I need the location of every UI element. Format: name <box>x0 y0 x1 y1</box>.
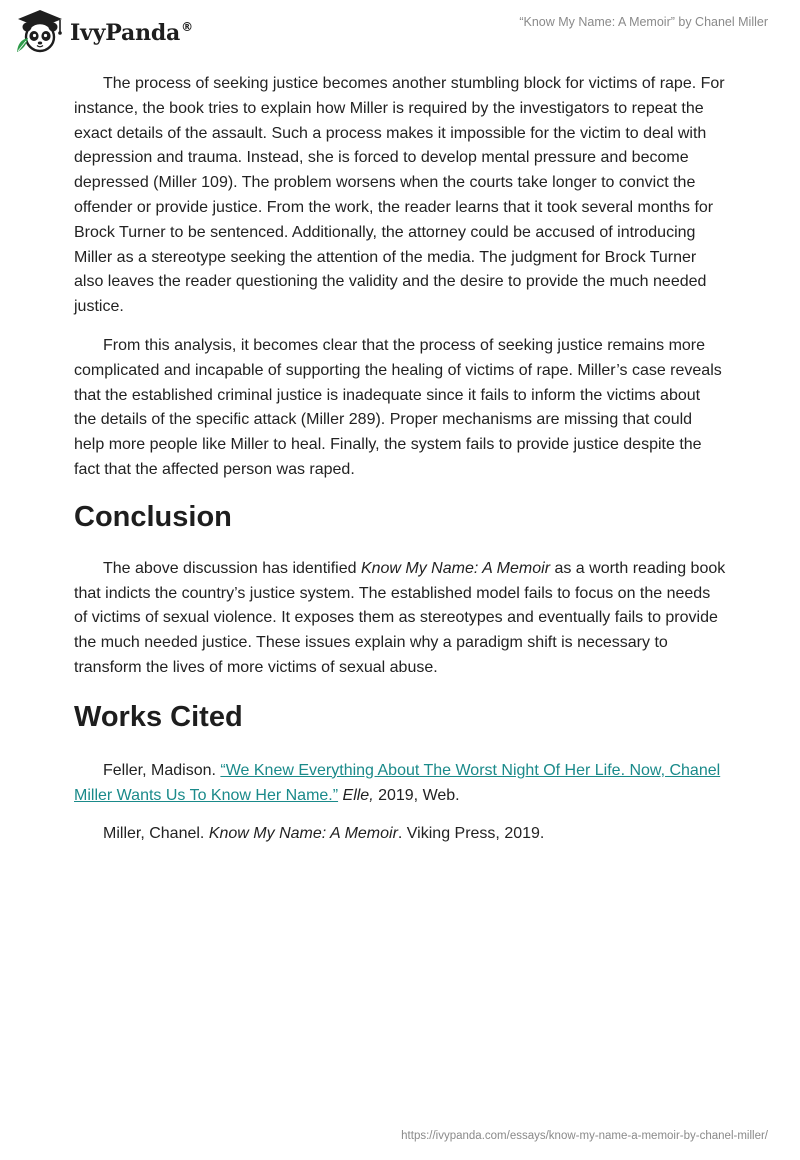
page-header <box>0 0 800 60</box>
body-paragraph-analysis: From this analysis, it becomes clear that the process of seeking justice remains more complicated and incapable of supporting the healing of victims of rape. Miller’s case reveals that the established criminal justice is inadequate since it fails to inform the victims about the details of the specific attack (Miller 289). Proper mechanisms are missing that could help more people like Miller to heal. Finally, the system fails to provide justice despite the fact that the affected person was raped. <box>74 336 722 478</box>
document-title: “Know My Name: A Memoir” by Chanel Miller <box>519 15 768 29</box>
brand-name: IvyPanda® <box>70 20 193 46</box>
citation-book-title: Know My Name: A Memoir <box>208 825 398 843</box>
panda-logo-icon <box>14 8 66 54</box>
works-cited-heading: Works Cited <box>74 700 243 733</box>
citation-entry-miller: Miller, Chanel. Know My Name: A Memoir. Viking Press, 2019. <box>103 825 545 843</box>
book-title-italic: Know My Name: A Memoir <box>360 559 551 577</box>
brand-logo[interactable] <box>14 8 193 54</box>
citation-link-elle-article[interactable]: “We Knew Everything About The Worst Night Of Her Life. Now, Chanel Miller Wants Us To Know Her Name.” <box>74 761 721 804</box>
citation-entry-feller: Feller, Madison. “We Knew Everything About The Worst Night Of Her Life. Now, Chanel Miller Wants Us To Know Her Name.” Elle, 2019, Web. <box>74 761 721 804</box>
conclusion-heading: Conclusion <box>74 500 232 533</box>
source-url[interactable]: https://ivypanda.com/essays/know-my-name-a-memoir-by-chanel-miller/ <box>401 1130 768 1142</box>
body-paragraph-justice-process: The process of seeking justice becomes another stumbling block for victims of rape. For instance, the book tries to explain how Miller is required by the investigators to repeat the exact details of the assault. Such a process makes it impossible for the victim to deal with depression and trauma. Instead, she is forced to develop mental pressure and become depressed (Miller 109). The problem worsens when the courts take longer to convict the offender or provide justice. From the work, the reader learns that it took several months for Brock Turner to be sentenced. Additionally, the attorney could be accused of introducing Miller as a stereotype seeking the attention of the media. The judgment for Brock Turner also leaves the reader questioning the validity and the desire to provide the much needed justice. <box>74 75 725 316</box>
conclusion-paragraph: The above discussion has identified Know My Name: A Memoir as a worth reading book that indicts the country’s justice system. The established model fails to focus on the needs of victims of sexual violence. It exposes them as stereotypes and eventually fails to provide the much needed justice. These issues explain why a paradigm shift is necessary to transform the lives of more victims of sexual abuse. <box>74 559 726 676</box>
document-content <box>74 72 726 847</box>
